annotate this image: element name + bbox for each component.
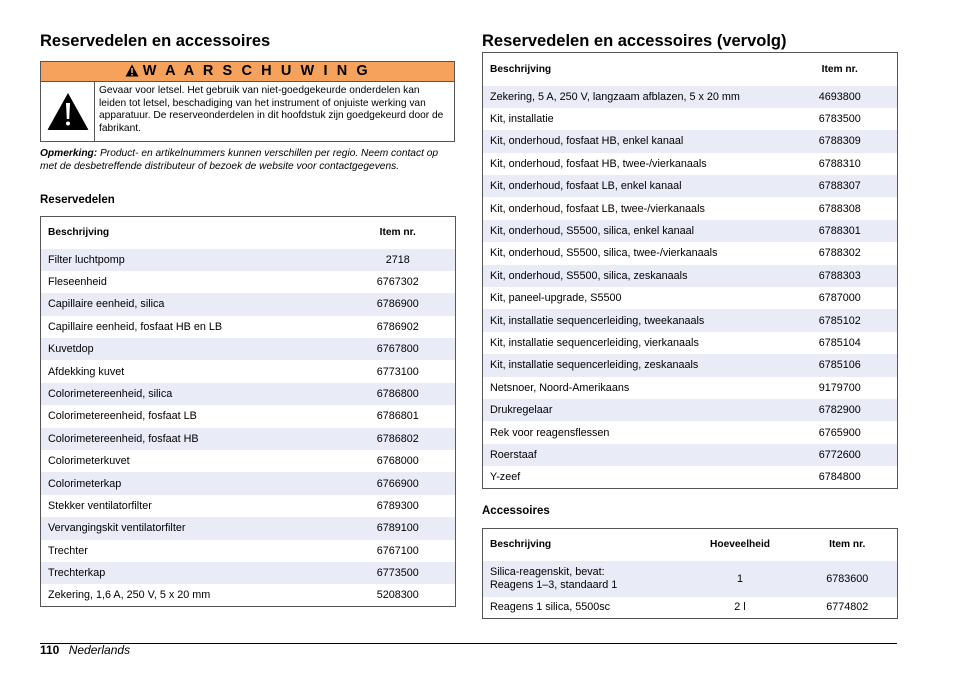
cell-item: 5208300 xyxy=(341,584,456,606)
cell-quantity: 1 xyxy=(683,561,798,597)
spare-parts-continued-table xyxy=(482,52,898,489)
table-row xyxy=(483,421,898,443)
header-item: Item nr. xyxy=(341,217,456,249)
cell-description: Netsnoer, Noord-Amerikaans xyxy=(483,377,783,399)
table-row xyxy=(41,540,456,562)
cell-description: Kit, onderhoud, fosfaat HB, enkel kanaal xyxy=(483,130,783,152)
cell-item: 6786802 xyxy=(341,428,456,450)
cell-description: Kit, onderhoud, S5500, silica, enkel kanaal xyxy=(483,220,783,242)
header-description: Beschrijving xyxy=(483,529,683,561)
header-item: Item nr. xyxy=(798,529,898,561)
cell-item: 6766900 xyxy=(341,472,456,494)
cell-description: Kit, paneel-upgrade, S5500 xyxy=(483,287,783,309)
cell-item: 6788309 xyxy=(783,130,898,152)
table-row xyxy=(483,265,898,287)
cell-description: Kit, onderhoud, fosfaat LB, twee-/vierkanaals xyxy=(483,197,783,219)
table-row xyxy=(483,399,898,421)
cell-item: 6789100 xyxy=(341,517,456,539)
footer-rule xyxy=(40,643,897,644)
footer-language: Nederlands xyxy=(68,643,131,657)
accessories-table xyxy=(482,528,898,619)
table-row xyxy=(41,450,456,472)
warning-text: Gevaar voor letsel. Het gebruik van niet-goedgekeurde onderdelen kan leiden tot letsel, beschadiging van het instrument of onjuiste werking van apparatuur. De reserveonderdelen in dit hoofdstuk zijn goedgekeurd door de fabrikant. xyxy=(99,85,444,134)
cell-item: 4693800 xyxy=(783,86,898,108)
cell-item: 2718 xyxy=(341,249,456,271)
table-header-row xyxy=(483,529,898,561)
page-number: 110 xyxy=(40,643,60,657)
cell-item: 6783600 xyxy=(798,561,898,597)
table-row xyxy=(483,309,898,331)
table-row xyxy=(41,405,456,427)
cell-description: Capillaire eenheid, silica xyxy=(41,293,341,315)
cell-description: Reagens 1 silica, 5500sc xyxy=(483,597,683,619)
spare-parts-heading: Reservedelen xyxy=(40,194,115,206)
description-line: Reagens 1–3, standaard 1 xyxy=(490,578,618,591)
table-row xyxy=(41,428,456,450)
warning-banner xyxy=(40,61,455,82)
table-row xyxy=(41,383,456,405)
cell-description: Colorimeterkuvet xyxy=(41,450,341,472)
cell-item: 6786800 xyxy=(341,383,456,405)
cell-item: 6767302 xyxy=(341,271,456,293)
spare-parts-continued-body xyxy=(483,86,898,489)
warning-large-icon xyxy=(46,91,90,131)
cell-item: 6788308 xyxy=(783,197,898,219)
cell-item: 6773500 xyxy=(341,562,456,584)
cell-item: 6773100 xyxy=(341,360,456,382)
table-row xyxy=(483,86,898,108)
cell-description: Kit, installatie xyxy=(483,108,783,130)
page-footer xyxy=(40,643,130,657)
table-row xyxy=(483,108,898,130)
table-row xyxy=(41,472,456,494)
cell-item: 6782900 xyxy=(783,399,898,421)
cell-item: 6767100 xyxy=(341,540,456,562)
cell-item: 6768000 xyxy=(341,450,456,472)
cell-description xyxy=(483,561,683,597)
cell-description: Kit, onderhoud, S5500, silica, twee-/vierkanaals xyxy=(483,242,783,264)
table-row xyxy=(483,377,898,399)
cell-item: 6789300 xyxy=(341,495,456,517)
cell-item: 6788302 xyxy=(783,242,898,264)
cell-description: Colorimetereenheid, silica xyxy=(41,383,341,405)
cell-description: Zekering, 1,6 A, 250 V, 5 x 20 mm xyxy=(41,584,341,606)
cell-description: Kit, onderhoud, fosfaat LB, enkel kanaal xyxy=(483,175,783,197)
cell-description: Colorimeterkap xyxy=(41,472,341,494)
table-row xyxy=(483,332,898,354)
cell-item: 6788310 xyxy=(783,153,898,175)
table-row xyxy=(41,495,456,517)
table-row xyxy=(483,242,898,264)
cell-description: Y-zeef xyxy=(483,466,783,488)
table-row xyxy=(483,561,898,597)
header-item: Item nr. xyxy=(783,53,898,86)
table-row xyxy=(483,197,898,219)
cell-description: Roerstaaf xyxy=(483,444,783,466)
header-quantity: Hoeveelheid xyxy=(683,529,798,561)
cell-item: 6772600 xyxy=(783,444,898,466)
cell-description: Kuvetdop xyxy=(41,338,341,360)
table-row xyxy=(483,130,898,152)
spare-parts-body xyxy=(41,249,456,607)
cell-description: Capillaire eenheid, fosfaat HB en LB xyxy=(41,316,341,338)
description-line: Silica-reagenskit, bevat: xyxy=(490,566,605,578)
cell-description: Drukregelaar xyxy=(483,399,783,421)
table-row xyxy=(483,597,898,619)
table-row xyxy=(41,249,456,271)
table-row xyxy=(41,293,456,315)
cell-item: 6785102 xyxy=(783,309,898,331)
table-row xyxy=(41,271,456,293)
cell-description: Colorimetereenheid, fosfaat LB xyxy=(41,405,341,427)
header-description: Beschrijving xyxy=(41,217,341,249)
cell-description: Vervangingskit ventilatorfilter xyxy=(41,517,341,539)
accessories-heading: Accessoires xyxy=(482,505,550,517)
cell-description: Fleseenheid xyxy=(41,271,341,293)
table-row xyxy=(483,220,898,242)
cell-description: Trechter xyxy=(41,540,341,562)
cell-item: 6783500 xyxy=(783,108,898,130)
cell-item: 6765900 xyxy=(783,421,898,443)
cell-item: 6785106 xyxy=(783,354,898,376)
table-header-row xyxy=(41,217,456,249)
note-label: Opmerking: xyxy=(40,148,98,159)
page-title-right: Reservedelen en accessoires (vervolg) xyxy=(482,32,787,50)
cell-description: Zekering, 5 A, 250 V, langzaam afblazen, 5 x 20 mm xyxy=(483,86,783,108)
spare-parts-table xyxy=(40,216,456,607)
cell-quantity: 2 l xyxy=(683,597,798,619)
accessories-body xyxy=(483,561,898,619)
cell-description: Kit, onderhoud, fosfaat HB, twee-/vierkanaals xyxy=(483,153,783,175)
cell-item: 6774802 xyxy=(798,597,898,619)
table-row xyxy=(483,287,898,309)
warning-icon-cell xyxy=(41,81,95,141)
note-paragraph xyxy=(40,148,450,173)
header-description: Beschrijving xyxy=(483,53,783,86)
cell-item: 6786801 xyxy=(341,405,456,427)
cell-item: 6786902 xyxy=(341,316,456,338)
cell-description: Filter luchtpomp xyxy=(41,249,341,271)
cell-item: 6788301 xyxy=(783,220,898,242)
warning-label: W A A R S C H U W I N G xyxy=(142,63,371,79)
cell-description: Kit, onderhoud, S5500, silica, zeskanaals xyxy=(483,265,783,287)
cell-item: 6787000 xyxy=(783,287,898,309)
cell-item: 6788307 xyxy=(783,175,898,197)
cell-description: Kit, installatie sequencerleiding, zeskanaals xyxy=(483,354,783,376)
table-row xyxy=(41,584,456,606)
table-row xyxy=(483,354,898,376)
page-title-left: Reservedelen en accessoires xyxy=(40,32,271,50)
warning-box xyxy=(40,81,455,142)
cell-description: Stekker ventilatorfilter xyxy=(41,495,341,517)
cell-description: Afdekking kuvet xyxy=(41,360,341,382)
table-row xyxy=(483,175,898,197)
cell-description: Kit, installatie sequencerleiding, tweekanaals xyxy=(483,309,783,331)
table-row xyxy=(41,517,456,539)
table-row xyxy=(483,466,898,488)
cell-description: Rek voor reagensflessen xyxy=(483,421,783,443)
cell-description: Colorimetereenheid, fosfaat HB xyxy=(41,428,341,450)
cell-description: Kit, installatie sequencerleiding, vierkanaals xyxy=(483,332,783,354)
cell-item: 6784800 xyxy=(783,466,898,488)
cell-item: 6785104 xyxy=(783,332,898,354)
cell-item: 6788303 xyxy=(783,265,898,287)
table-row xyxy=(41,316,456,338)
cell-item: 9179700 xyxy=(783,377,898,399)
table-header-row xyxy=(483,53,898,86)
cell-item: 6786900 xyxy=(341,293,456,315)
cell-item: 6767800 xyxy=(341,338,456,360)
table-row xyxy=(483,444,898,466)
note-text: Product- en artikelnummers kunnen verschillen per regio. Neem contact op met de desbetreffende distributeur of bezoek de website voor contactgegevens. xyxy=(40,148,439,172)
table-row xyxy=(41,562,456,584)
cell-description: Trechterkap xyxy=(41,562,341,584)
table-row xyxy=(483,153,898,175)
table-row xyxy=(41,360,456,382)
table-row xyxy=(41,338,456,360)
